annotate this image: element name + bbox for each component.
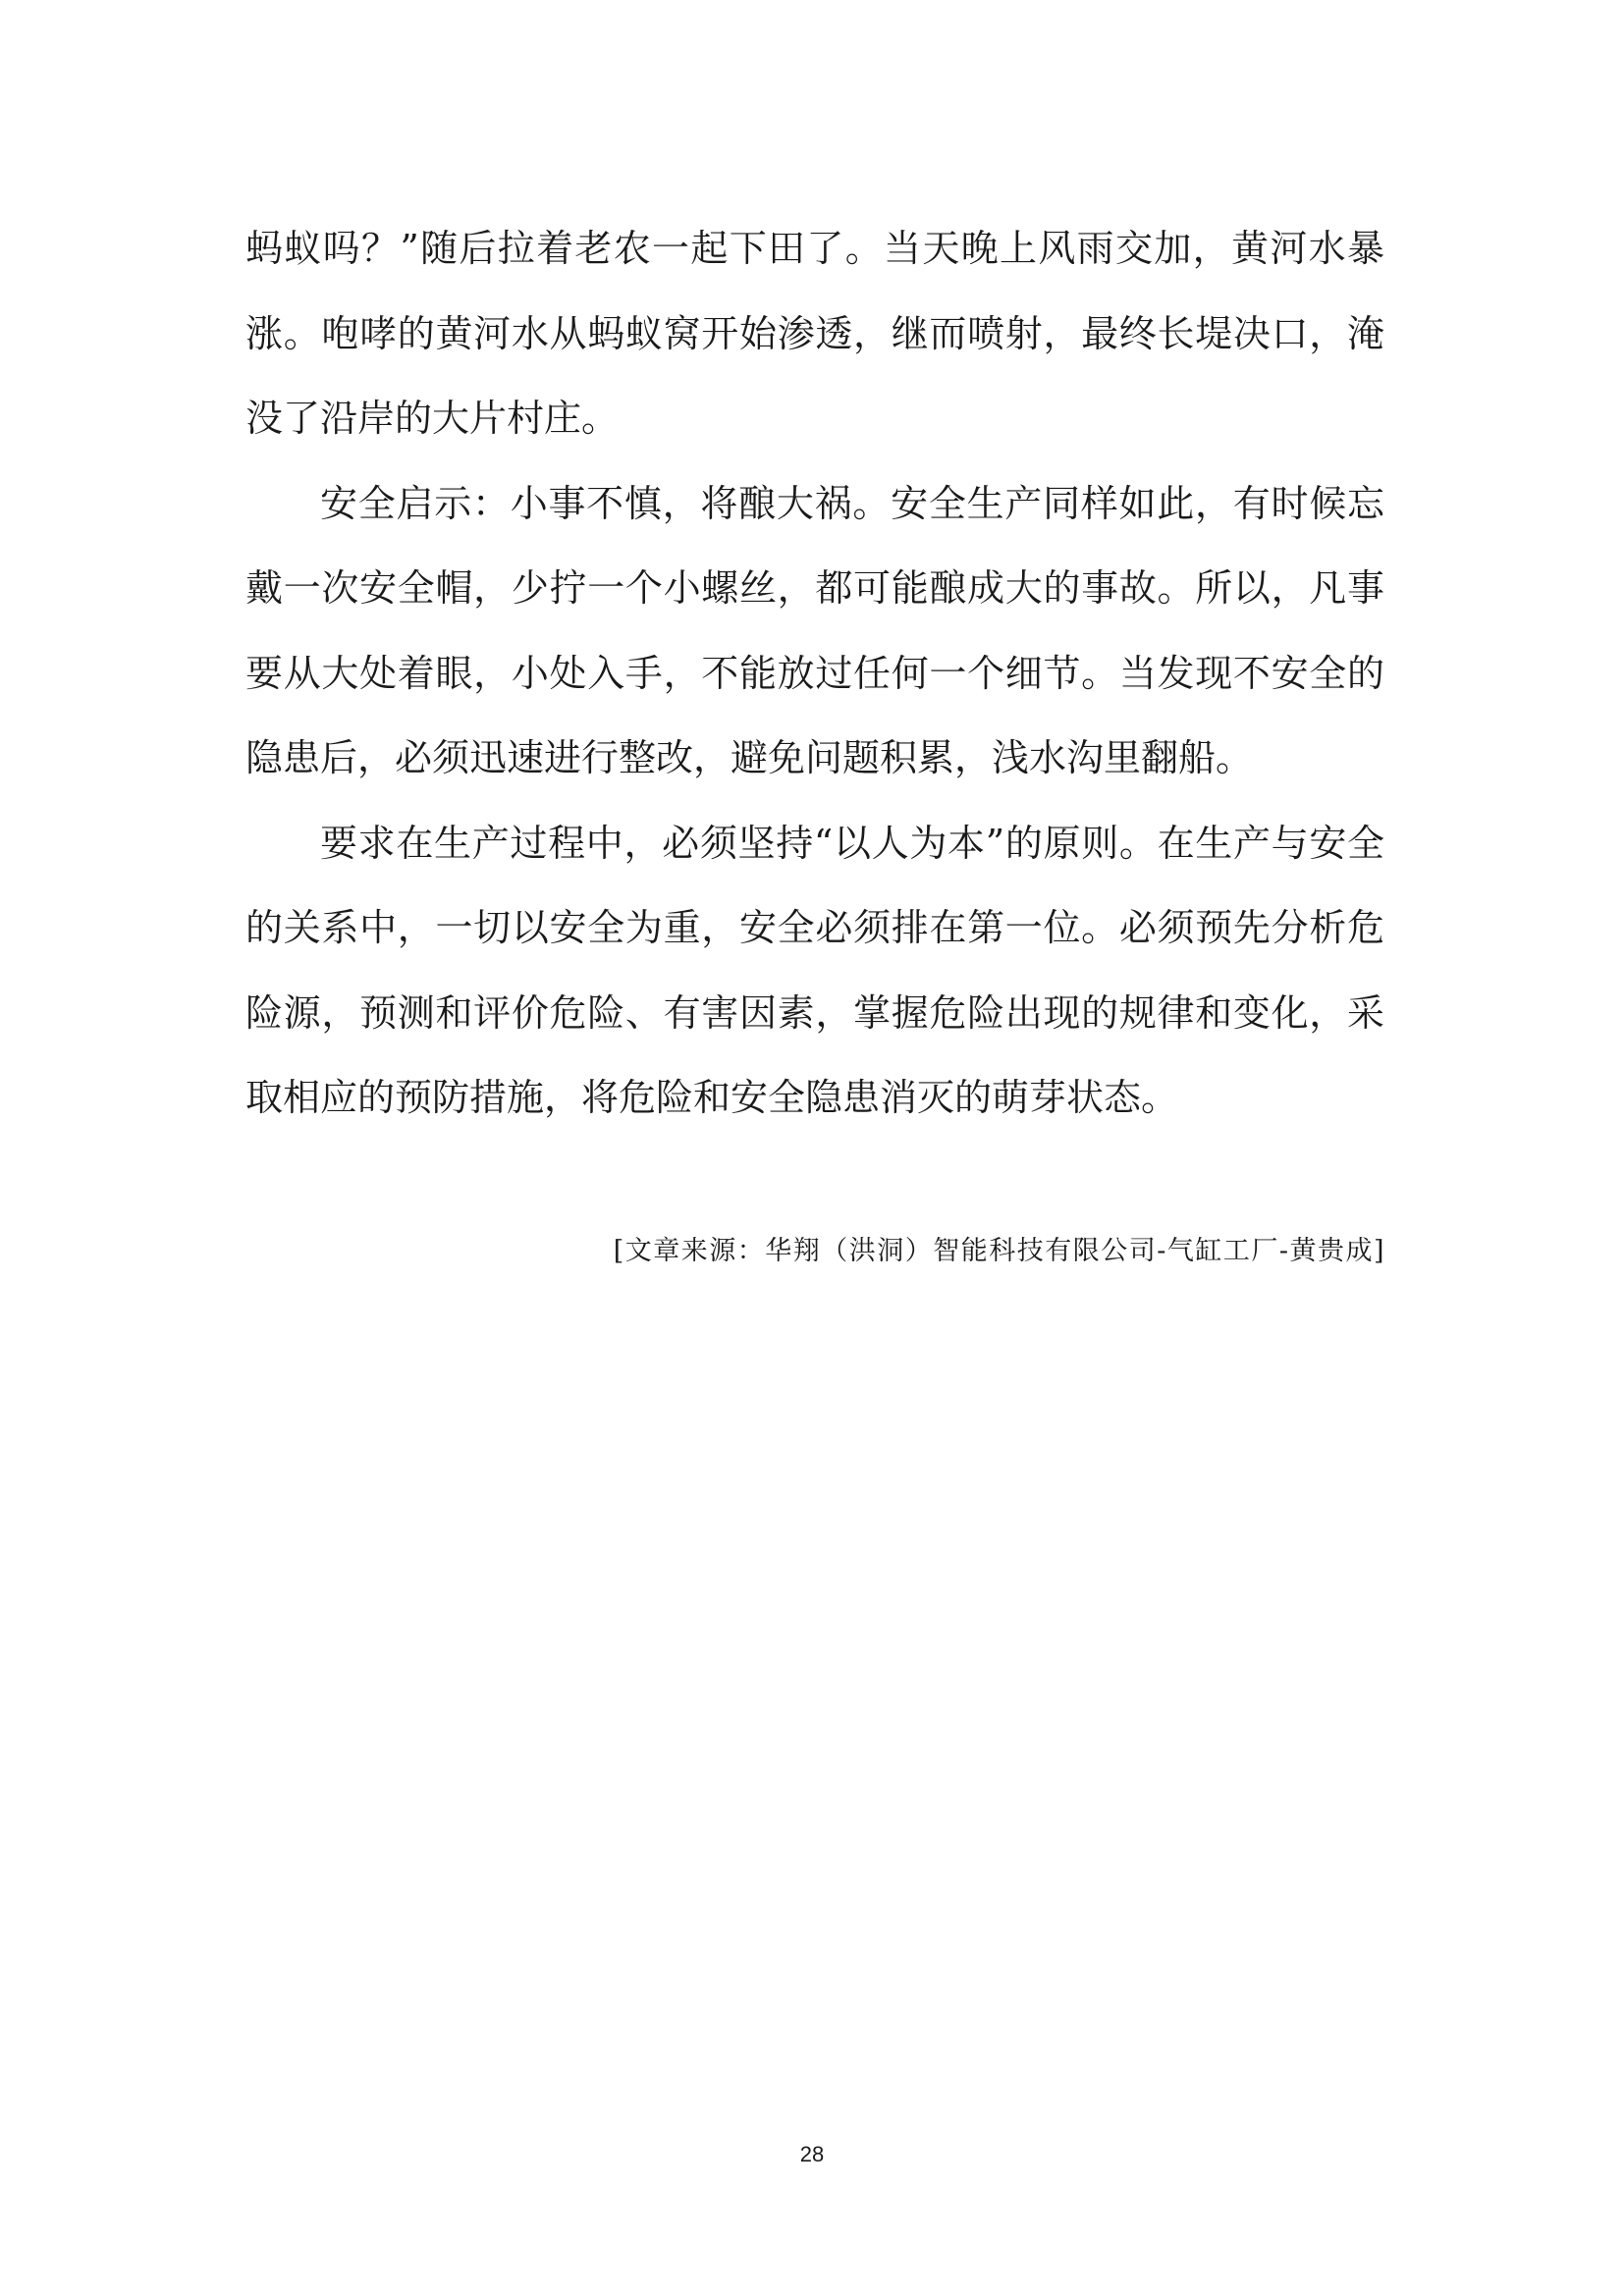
article-source: [文章来源：华翔（洪洞）智能科技有限公司-气缸工厂-黄贵成] (613, 1236, 1385, 1266)
article-body (245, 206, 1384, 1141)
page-number: 28 (799, 2142, 825, 2166)
paragraph-story-ending: 蚂蚁吗？”随后拉着老农一起下田了。当天晚上风雨交加，黄河水暴涨。咆哮的黄河水从蚂蚁窝开始渗透，继而喷射，最终长堤决口，淹没了沿岸的大片村庄。 (245, 227, 1384, 440)
paragraph-safety-lesson: 安全启示：小事不慎，将酿大祸。安全生产同样如此，有时候忘戴一次安全帽，少拧一个小螺丝，都可能酿成大的事故。所以，凡事要从大处着眼，小处入手，不能放过任何一个细节。当发现不安全的隐患后，必须迅速进行整改，避免问题积累，浅水沟里翻船。 (245, 481, 1384, 779)
paragraph-requirements: 要求在生产过程中，必须坚持“以人为本”的原则。在生产与安全的关系中，一切以安全为重，安全必须排在第一位。必须预先分析危险源，预测和评价危险、有害因素，掌握危险出现的规律和变化，采取相应的预防措施，将危险和安全隐患消灭的萌芽状态。 (245, 821, 1384, 1119)
